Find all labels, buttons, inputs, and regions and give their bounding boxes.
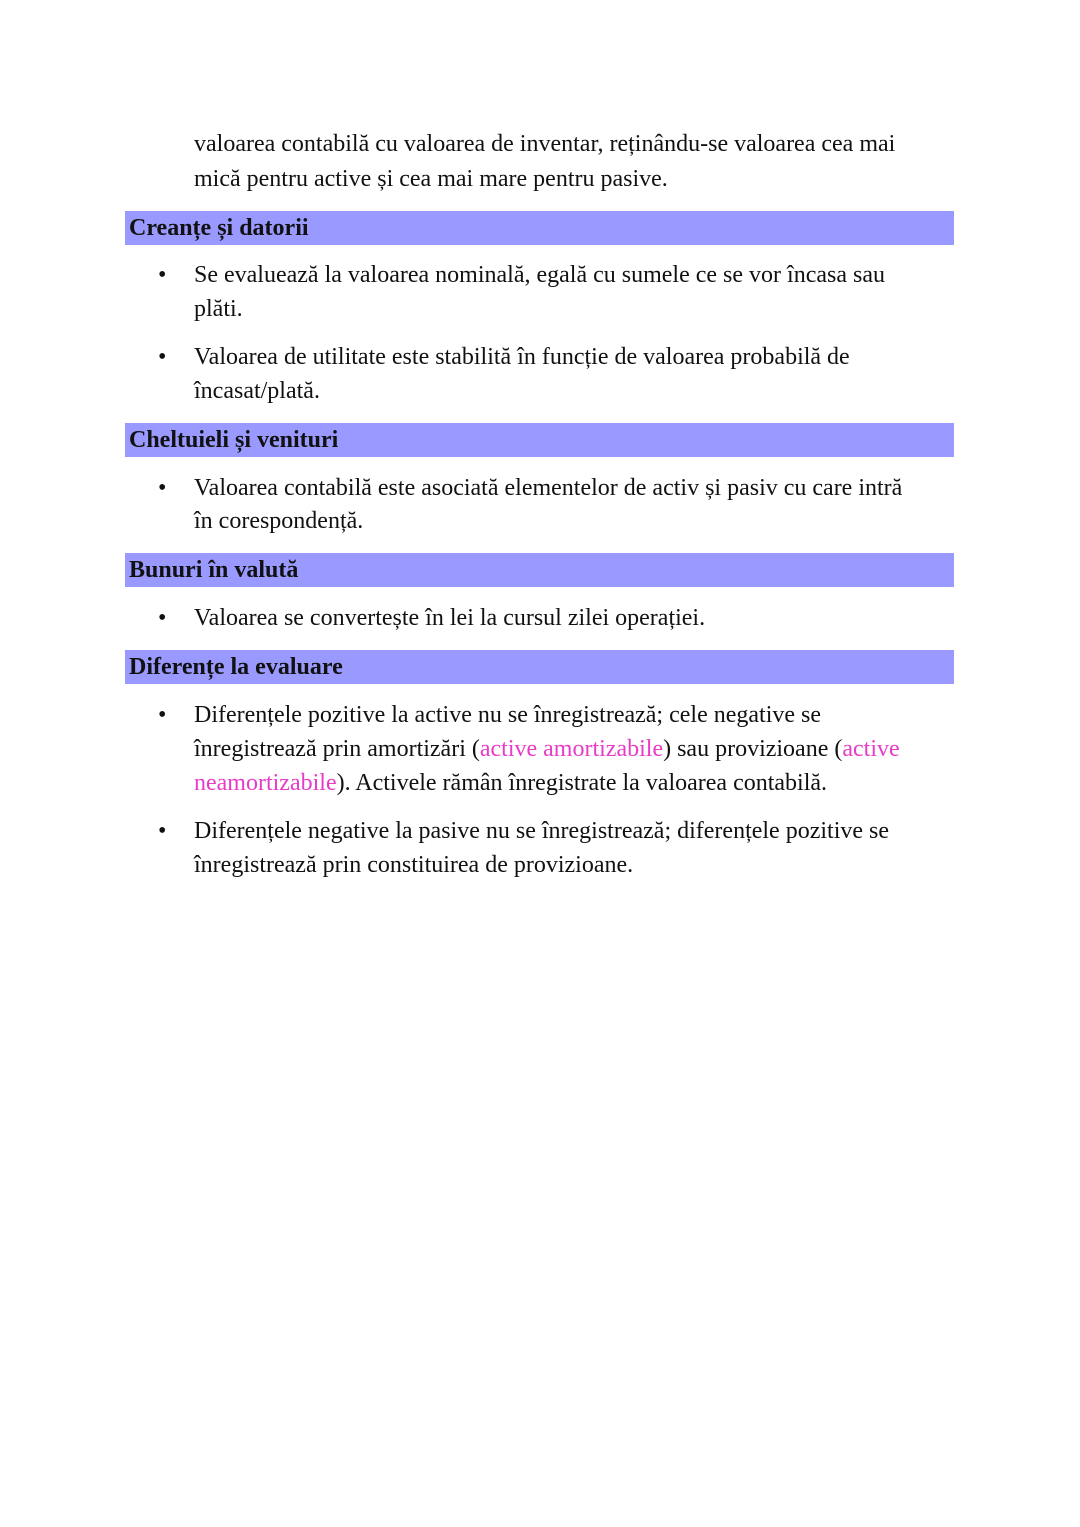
- list-item-line: plăti.: [194, 296, 243, 322]
- bullet-icon: •: [158, 702, 167, 728]
- text: înregistrează prin amortizări (: [194, 736, 480, 762]
- text-line: mică pentru active și cea mai mare pentru pasive.: [194, 166, 668, 192]
- section-heading-creante-datorii: Creanțe și datorii: [125, 211, 954, 245]
- list-item-line: [194, 766, 827, 800]
- list-item-line: Valoarea contabilă este asociată elementelor de activ și pasiv cu care intră: [194, 475, 903, 501]
- highlighted-term: neamortizabile: [194, 770, 337, 796]
- bullet-icon: •: [158, 818, 167, 844]
- bullet-icon: •: [158, 475, 167, 501]
- bullet-icon: •: [158, 262, 167, 288]
- list-item-line: înregistrează prin constituirea de provizioane.: [194, 852, 634, 878]
- list-item-line: Se evaluează la valoarea nominală, egală cu sumele ce se vor încasa sau: [194, 262, 885, 288]
- list-item-line: Valoarea de utilitate este stabilită în funcție de valoarea probabilă de: [194, 344, 850, 370]
- bullet-icon: •: [158, 344, 167, 370]
- section-heading-cheltuieli-venituri: Cheltuieli și venituri: [125, 423, 954, 457]
- list-item-line: Diferențele pozitive la active nu se înregistrează; cele negative se: [194, 702, 822, 728]
- list-item-line: în corespondență.: [194, 508, 364, 534]
- list-item-line: încasat/plată.: [194, 378, 320, 404]
- section-heading-diferente-evaluare: Diferențe la evaluare: [125, 650, 954, 684]
- text: ). Activele rămân înregistrate la valoarea contabilă.: [336, 770, 828, 796]
- list-item-line: [194, 732, 900, 766]
- text: ) sau provizioane (: [663, 736, 843, 762]
- bullet-icon: •: [158, 605, 167, 631]
- section-heading-bunuri-valuta: Bunuri în valută: [125, 553, 954, 587]
- highlighted-term: active: [842, 736, 900, 762]
- text-line: valoarea contabilă cu valoarea de inventar, reținându-se valoarea cea mai: [194, 131, 896, 157]
- highlighted-term: active amortizabile: [479, 736, 664, 762]
- list-item-line: Valoarea se convertește în lei la cursul zilei operației.: [194, 605, 706, 631]
- list-item-line: Diferențele negative la pasive nu se înregistrează; diferențele pozitive se: [194, 818, 890, 844]
